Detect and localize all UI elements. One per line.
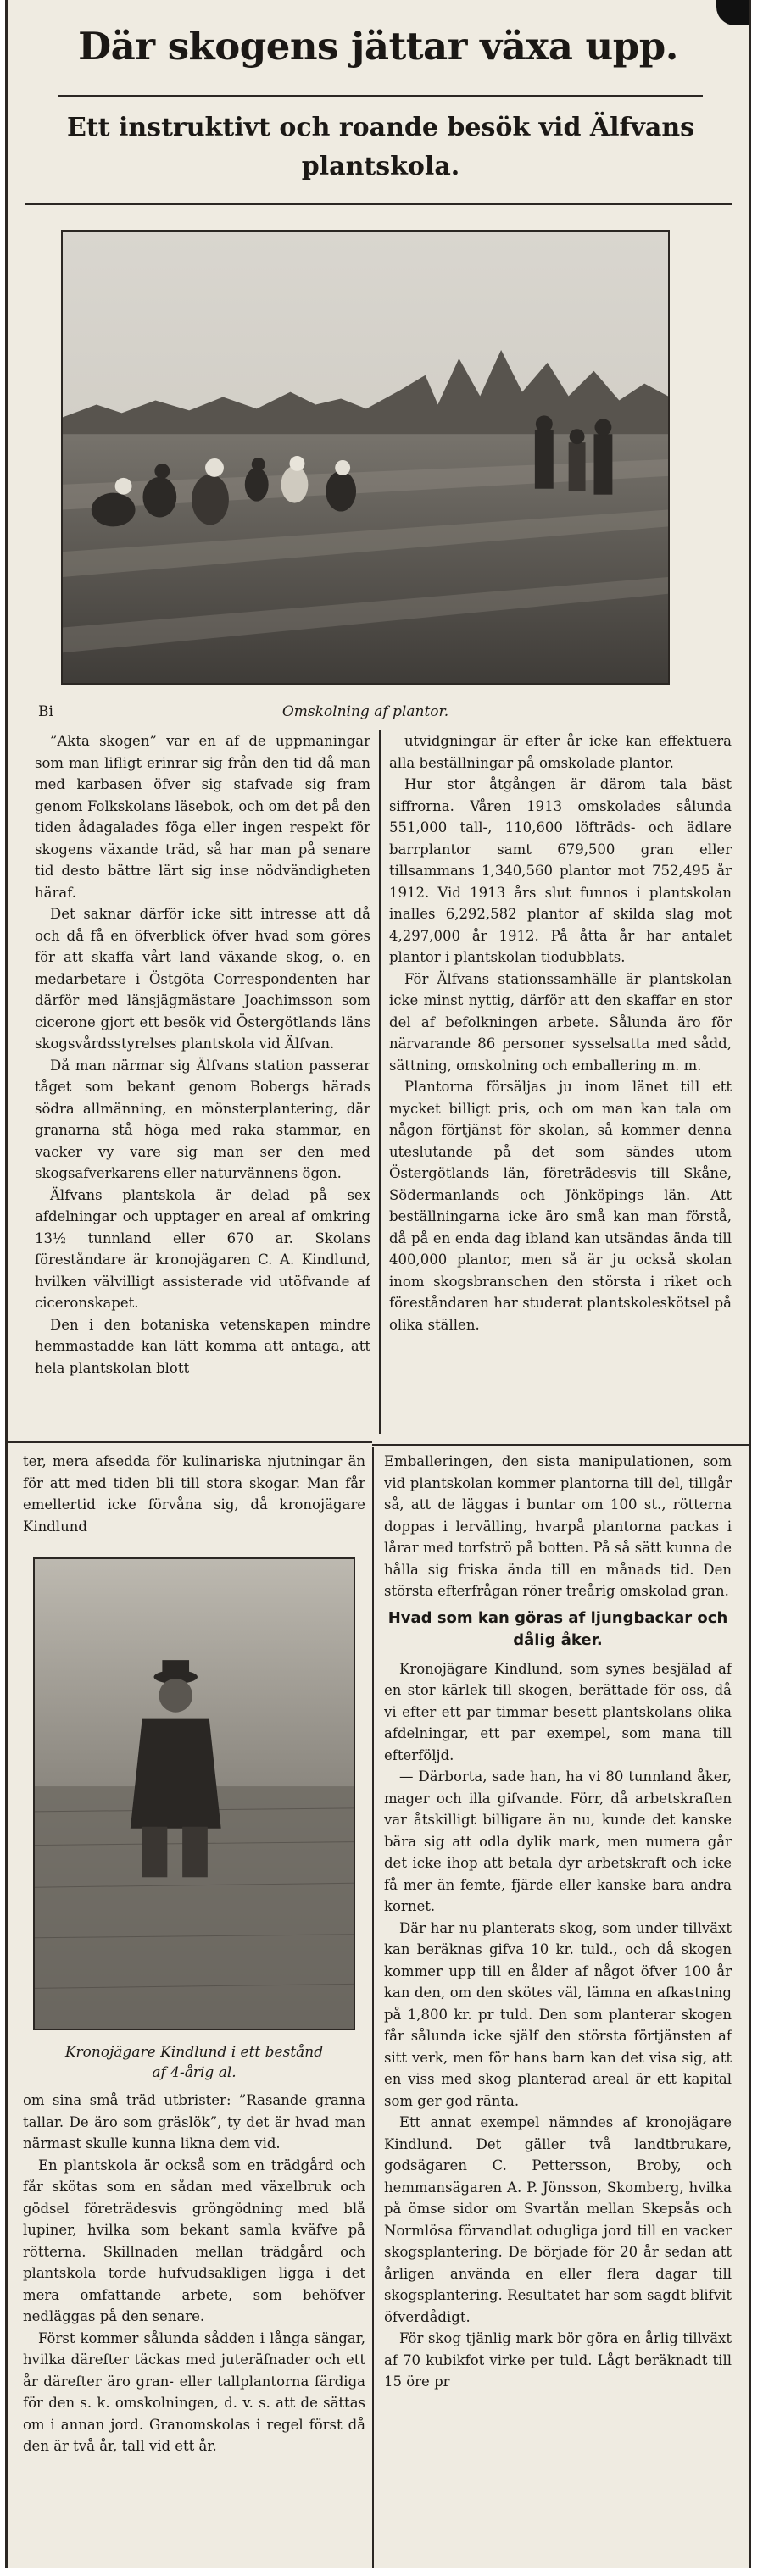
column-lower-left-top (23, 1451, 365, 1544)
paragraph: Då man närmar sig Älfvans station passerar tåget som bekant genom Bobergs härads södra allmänning, en mönsterplantering, där granarna stå höga med raka stammar, en vacker vy vare sig man ser den med skogsafverkarens eller naturvännens ögon. (35, 1057, 370, 1181)
paragraph: om sina små träd utbrister: ”Rasande granna tallar. De äro som gräslök”, ty det är hvad man närmast skulle kunna likna dem vid. (23, 2092, 365, 2151)
photo-caption-top: Omskolning af plantor. (281, 703, 449, 720)
column-divider-lower (372, 1447, 374, 2568)
subheadline: Ett instruktivt och roande besök vid Älfvans plantskola. (66, 113, 695, 181)
column-divider-upper (379, 730, 381, 1434)
photo-portrait-kindlund-image (35, 1559, 354, 2029)
paragraph: För Älfvans stationssamhälle är plantskolan icke minst nyttig, därför att den skaffar en stor del af befolkningen arbete. Sålunda äro för närvarande 86 personer sysselsatta med sådd, sättning, omskolning och emballering m. m. (389, 970, 732, 1074)
paragraph: Plantorna försäljas ju inom länet till ett mycket billigt pris, och om man kan tala om någon förtjänst för skolan, så kommer denna uteslutande på det som sändes utom Östergötlands län, företrädesvis till Skåne, Södermanlands och Jönköpings län. Att beställningarna icke äro små kan man förstå, då på en enda dag ibland kan utsändas ända till 400,000 plantor, men så är ju också skolan inom skogsbranschen den största i riket och föreståndaren har studerat plantskoleskötsel på olika ställen. (389, 1079, 732, 1333)
paragraph: ”Akta skogen” var en af de uppmaningar som man lifligt erinrar sig från den tid då man med karbasen öfver sig stafvade sig fram genom Folkskolans läsebok, och om det på den tiden ådagalades föga eller ingen respekt för skogens växande träd, så har man på senare tid desto bättre lärt sig inse nödvändigheten häraf. (35, 733, 370, 901)
paragraph: Den i den botaniska vetenskapen mindre hemmastadde kan lätt komma att antaga, att hela plantskolan blott (35, 1316, 370, 1376)
headline-rule (58, 95, 703, 97)
paragraph: Älfvans plantskola är delad på sex afdelningar och upptager en areal af omkring 13½ tunnland eller 670 ar. Skolans föreståndare är kronojägaren C. A. Kindlund, hvilken välvilligt assisterade vid utöfvande af ciceronskapet. (35, 1186, 370, 1311)
paragraph: För skog tjänlig mark bör göra en årlig tillväxt af 70 kubikfot virke per tuld. Lågt beräknadt till 15 öre pr (384, 2330, 732, 2390)
clipping-cut-right (372, 1444, 751, 1446)
paragraph: Först kommer sålunda sådden i långa sängar, hvilka därefter täckas med juteräfnader och ett år därefter äro gran- eller tallplantorna färdiga för den s. k. omskolningen, d. v. s. att de sättas om i annan jord. Granomskolas i regel först då den är två år, tall vid ett år. (23, 2329, 365, 2454)
column-upper-left (35, 730, 370, 1434)
paragraph: Det saknar därför icke sitt intresse att då och då få en öfverblick öfver hvad som göres för att skaffa vårt land växande skog, o. en medarbetare i Östgöta Correspondenten har därför med länsjägmästare Joachimsson som cicerone gjort ett besök vid Östergötlands läns skogsvårdsstyrelses plantskola vid Älfvan. (35, 906, 370, 1052)
subhead-rule (25, 203, 732, 205)
photo-caption-portrait (25, 2042, 364, 2083)
photo-portrait-kindlund (33, 1557, 355, 2030)
photo-caption-portrait-line2: af 4-årig al. (152, 2064, 237, 2081)
photo-planting-workers-image (63, 232, 668, 683)
paragraph: Kronojägare Kindlund, som synes besjälad af en stor kärlek till skogen, berättade för oss, då vi efter ett par timmar besett plantskolans olika afdelningar, ett par exempel, som mana till efterföljd. (384, 1660, 732, 1763)
paragraph: Där har nu planterats skog, som under tillväxt kan beräknas gifva 10 kr. tuld., och då skogen kommer upp till en ålder af något öfver 100 år kan den, om den skötes väl, lämna en afkastning på 1,800 kr. pr tuld. Den som planterar skogen får sålunda icke själf den största förtjänsten af sitt verk, men för hans barn kan det visa sig, att en viss med skog planterad areal är ett kapital som ger god ränta. (384, 1919, 732, 2109)
photo-planting-workers (61, 230, 670, 685)
paragraph: ter, mera afsedda för kulinariska njutningar än för att med tiden bli till stora skogar. Man får emellertid icke förvåna sig, då kronojägare Kindlund (23, 1453, 365, 1535)
photo-marker: Bi (38, 703, 53, 720)
scan-corner-mark (716, 0, 749, 25)
paragraph: utvidgningar är efter år icke kan effektuera alla beställningar på omskolade plantor. (389, 733, 732, 771)
headline: Där skogens jättar växa upp. (78, 24, 678, 69)
column-lower-left-bottom (23, 2090, 365, 2564)
paragraph: En plantskola är också som en trädgård och får skötas som en sådan med växelbruk och gödsel företrädesvis gröngödning med blå lupiner, hvilka som bekant samla kväfve på rötterna. Skillnaden mellan trädgård och plantskola torde hufvudsakligen ligga i det mera omfattande arbete, som behöfver nedläggas på den senare. (23, 2157, 365, 2324)
clipping-cut-left (8, 1441, 372, 1443)
photo-caption-portrait-line1: Kronojägare Kindlund i ett bestånd (64, 2044, 324, 2061)
column-lower-right (384, 1451, 732, 2564)
section-heading: Hvad som kan göras af ljungbackar och dålig åker. (387, 1608, 728, 1649)
newspaper-clipping (5, 0, 751, 2568)
paragraph: — Därborta, sade han, ha vi 80 tunnland åker, mager och illa gifvande. Förr, då arbetskraften var åtskilligt billigare än nu, kunde det kanske bära sig att odla dylik mark, men numera går det icke ihop att betala dyr arbetskraft och icke få mer än femte, fjärde eller kanske bara andra kornet. (384, 1768, 732, 1914)
paragraph: Emballeringen, den sista manipulationen, som vid plantskolan kommer plantorna till del, tillgår så, att de läggas i buntar om 100 st., rötterna doppas i lervälling, hvarpå plantorna packas i lårar med torfströ på botten. På så sätt kunna de hålla sig friska ända till en månads tid. Den största efterfrågan röner treårig omskolad gran. (384, 1453, 732, 1599)
paragraph: Hur stor åtgången är därom tala bäst siffrorna. Våren 1913 omskolades sålunda 551,000 tall-, 110,600 löfträds- och ädlare barrplantor samt 679,500 gran eller tillsammans 1,340,560 plantor mot 752,495 år 1912. Vid 1913 års slut funnos i plantskolan inalles 6,292,582 plantor af skilda slag mot 4,297,000 år 1912. På åtta år har antalet plantor i plantskolan tiodubblats. (389, 776, 732, 965)
column-upper-right (389, 730, 732, 1434)
paragraph: Ett annat exempel nämndes af kronojägare Kindlund. Det gäller två landtbrukare, godsägaren C. Pettersson, Broby, och hemmansägaren A. P. Jönsson, Skomberg, hvilka på ömse sidor om Svartån mellan Skepsås och Normlösa förvandlat odugliga jord till en vacker skogsplantering. De började för 20 år sedan att årligen använda en eller flera dagar till skogsplantering. Resultatet har som sagdt blifvit öfverdådigt. (384, 2114, 732, 2325)
